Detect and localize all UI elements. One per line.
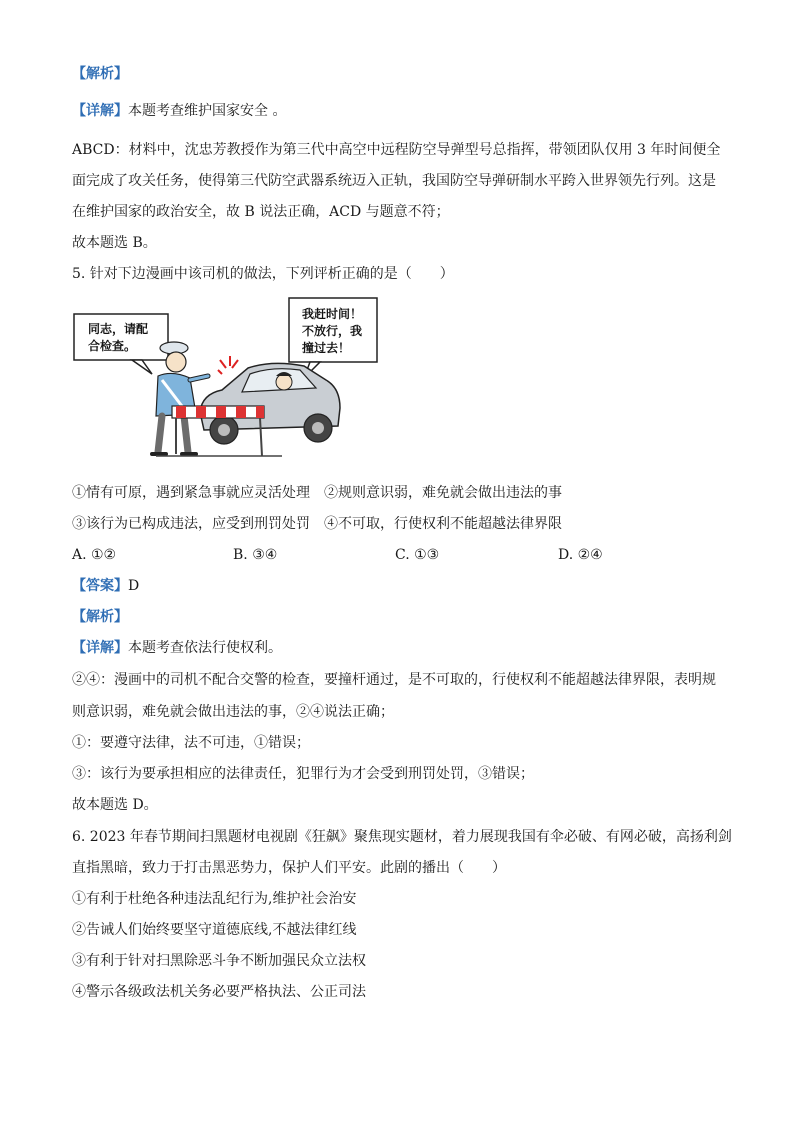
option-a[interactable]: A. ①② — [72, 547, 117, 563]
police-speech-bubble — [74, 314, 168, 360]
police-bubble-line: 合检查。 — [88, 339, 137, 353]
question6-stem: 6. 2023 年春节期间扫黑题材电视剧《狂飙》聚焦现实题材，着力展现我国有伞必破、有网必破，高扬利剑 — [72, 829, 732, 845]
car-illustration — [200, 363, 340, 444]
police-bubble-line: 同志，请配 — [88, 322, 149, 336]
police-bubble-tail — [132, 360, 152, 374]
explanation-line: ②④：漫画中的司机不配合交警的检查，要撞杆通过，是不可取的，行使权利不能超越法律界限，表明规 — [72, 672, 716, 688]
option-b[interactable]: B. ③④ — [233, 547, 278, 563]
explanation-line: 故本题选 D。 — [72, 797, 158, 813]
answer-value: D — [128, 578, 140, 594]
paragraph-line: ABCD：材料中，沈忠芳教授作为第三代中高空中远程防空导弹型号总指挥，带领团队仅用 3 年时间便全 — [72, 142, 721, 158]
explanation-line: ③：该行为要承担相应的法律责任，犯罪行为才会受到刑罚处罚，③错误； — [72, 766, 534, 782]
anger-mark-icon — [218, 356, 238, 374]
question5-stem: 5. 针对下边漫画中该司机的做法，下列评析正确的是（ ） — [72, 266, 454, 282]
question6-statement: ②告诫人们始终要坚守道德底线,不越法律红线 — [72, 922, 357, 938]
analysis-tag: 【解析】 — [72, 66, 128, 82]
answer-line — [72, 576, 139, 596]
option-d[interactable]: D. ②④ — [558, 547, 603, 563]
explanation-line: 则意识弱，难免就会做出违法的事，②④说法正确； — [72, 704, 394, 720]
question6-statement: ④警示各级政法机关务必要严格执法、公正司法 — [72, 984, 366, 1000]
analysis-tag: 【解析】 — [72, 609, 128, 625]
detail-line — [72, 101, 286, 121]
conclusion-line: 故本题选 B。 — [72, 235, 157, 251]
explanation-line: ①：要遵守法律，法不可违，①错误； — [72, 735, 310, 751]
detail-text: 本题考查维护国家安全 。 — [128, 103, 287, 119]
driver-bubble-line: 撞过去！ — [302, 341, 351, 355]
question6-stem: 直指黑暗，致力于打击黑恶势力，保护人们平安。此剧的播出（ ） — [72, 860, 506, 876]
paragraph-line: 面完成了攻关任务，使得第三代防空武器系统迈入正轨，我国防空导弹研制水平跨入世界领先行列。这是 — [72, 173, 716, 189]
paragraph-line: 在维护国家的政治安全，故 B 说法正确，ACD 与题意不符； — [72, 204, 450, 220]
driver-bubble-line: 不放行，我 — [302, 324, 363, 338]
detail-text: 本题考查依法行使权利。 — [128, 640, 282, 656]
answer-tag: 【答案】 — [72, 578, 128, 594]
question6-statement: ①有利于杜绝各种违法乱纪行为,维护社会治安 — [72, 891, 357, 907]
detail-tag: 【详解】 — [72, 640, 128, 656]
driver-bubble-line: 我赶时间！ — [302, 307, 363, 321]
detail-line — [72, 638, 282, 658]
question5-statement: ③该行为已构成违法，应受到刑罚处罚 ④不可取，行使权利不能超越法律界限 — [72, 516, 562, 532]
question5-statement: ①情有可原，遇到紧急事就应灵活处理 ②规则意识弱，难免就会做出违法的事 — [72, 485, 562, 501]
option-c[interactable]: C. ①③ — [395, 547, 440, 563]
question6-statement: ③有利于针对扫黑除恶斗争不断加强民众立法权 — [72, 953, 366, 969]
traffic-police-cartoon — [72, 296, 363, 468]
detail-tag: 【详解】 — [72, 103, 128, 119]
